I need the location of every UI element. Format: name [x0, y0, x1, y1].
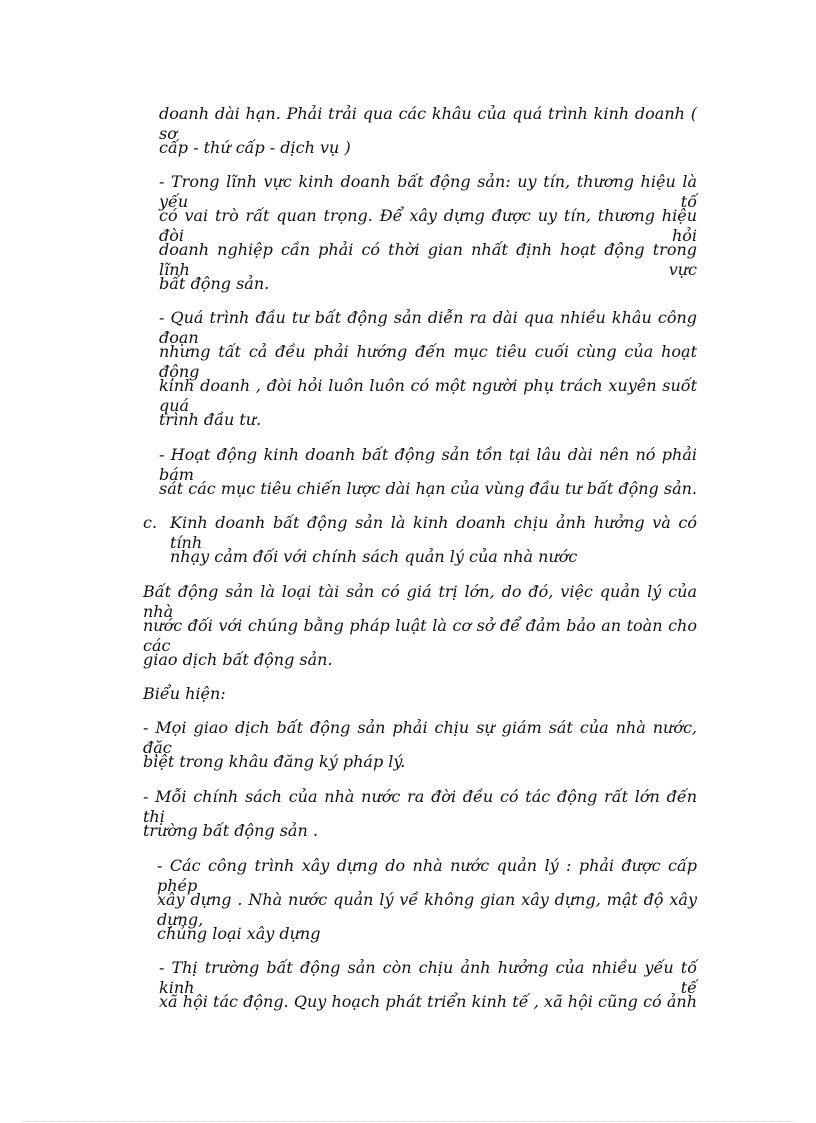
text-line: nhưng tất cả đều phải hướng đến mục tiêu cuối cùng của hoạt động	[159, 342, 697, 381]
text-line: Bất động sản là loại tài sản có giá trị lớn, do đó, việc quản lý của nhà	[143, 582, 697, 621]
text-line: có vai trò rất quan trọng. Để xây dựng được uy tín, thương hiệu đòi hỏi	[159, 206, 697, 245]
text-line: - Mọi giao dịch bất động sản phải chịu sự giám sát của nhà nước, đặc	[143, 718, 697, 757]
text-line: giao dịch bất động sản.	[143, 650, 333, 669]
text-line: trường bất động sản .	[143, 821, 318, 840]
text-line: doanh nghiệp cần phải có thời gian nhất định hoạt động trong lĩnh vực	[159, 240, 697, 279]
text-line: chủng loại xây dựng	[157, 924, 321, 943]
text-line: biệt trong khâu đăng ký pháp lý.	[143, 752, 406, 771]
text-line: bất động sản.	[159, 274, 270, 293]
list-marker: c.	[143, 513, 158, 532]
text-line: trình đầu tư.	[159, 410, 262, 429]
text-line: - Các công trình xây dựng do nhà nước quản lý : phải được cấp phép	[157, 856, 697, 895]
text-line: xây dựng . Nhà nước quản lý về không gian xây dựng, mật độ xây dựng,	[157, 890, 697, 929]
text-line: kinh doanh , đòi hỏi luôn luôn có một người phụ trách xuyên suốt quá	[159, 376, 697, 415]
page-bottom-divider	[22, 1121, 794, 1122]
text-line: - Mỗi chính sách của nhà nước ra đời đều có tác động rất lớn đến thị	[143, 787, 697, 826]
text-line: - Thị trường bất động sản còn chịu ảnh hưởng của nhiều yếu tố kinh tế	[159, 958, 697, 997]
list-heading-line: Kinh doanh bất động sản là kinh doanh chịu ảnh hưởng và có tính	[170, 513, 697, 552]
text-line: - Trong lĩnh vực kinh doanh bất động sản: uy tín, thương hiệu là yếu tố	[159, 172, 697, 211]
text-line: xã hội tác động. Quy hoạch phát triển kinh tế , xã hội cũng có ảnh	[159, 992, 697, 1011]
text-line: Biểu hiện:	[143, 684, 226, 703]
text-line: sát các mục tiêu chiến lược dài hạn của vùng đầu tư bất động sản.	[159, 479, 698, 498]
text-line: nước đối với chúng bằng pháp luật là cơ sở để đảm bảo an toàn cho các	[143, 616, 697, 655]
text-line: cấp - thứ cấp - dịch vụ )	[159, 138, 351, 157]
text-line: - Hoạt động kinh doanh bất động sản tồn tại lâu dài nên nó phải bám	[159, 445, 697, 484]
list-heading-line: nhạy cảm đối với chính sách quản lý của nhà nước	[170, 547, 578, 566]
text-line: doanh dài hạn. Phải trải qua các khâu của quá trình kinh doanh ( sơ	[159, 104, 697, 143]
text-line: - Quá trình đầu tư bất động sản diễn ra dài qua nhiều khâu công đoạn	[159, 308, 697, 347]
